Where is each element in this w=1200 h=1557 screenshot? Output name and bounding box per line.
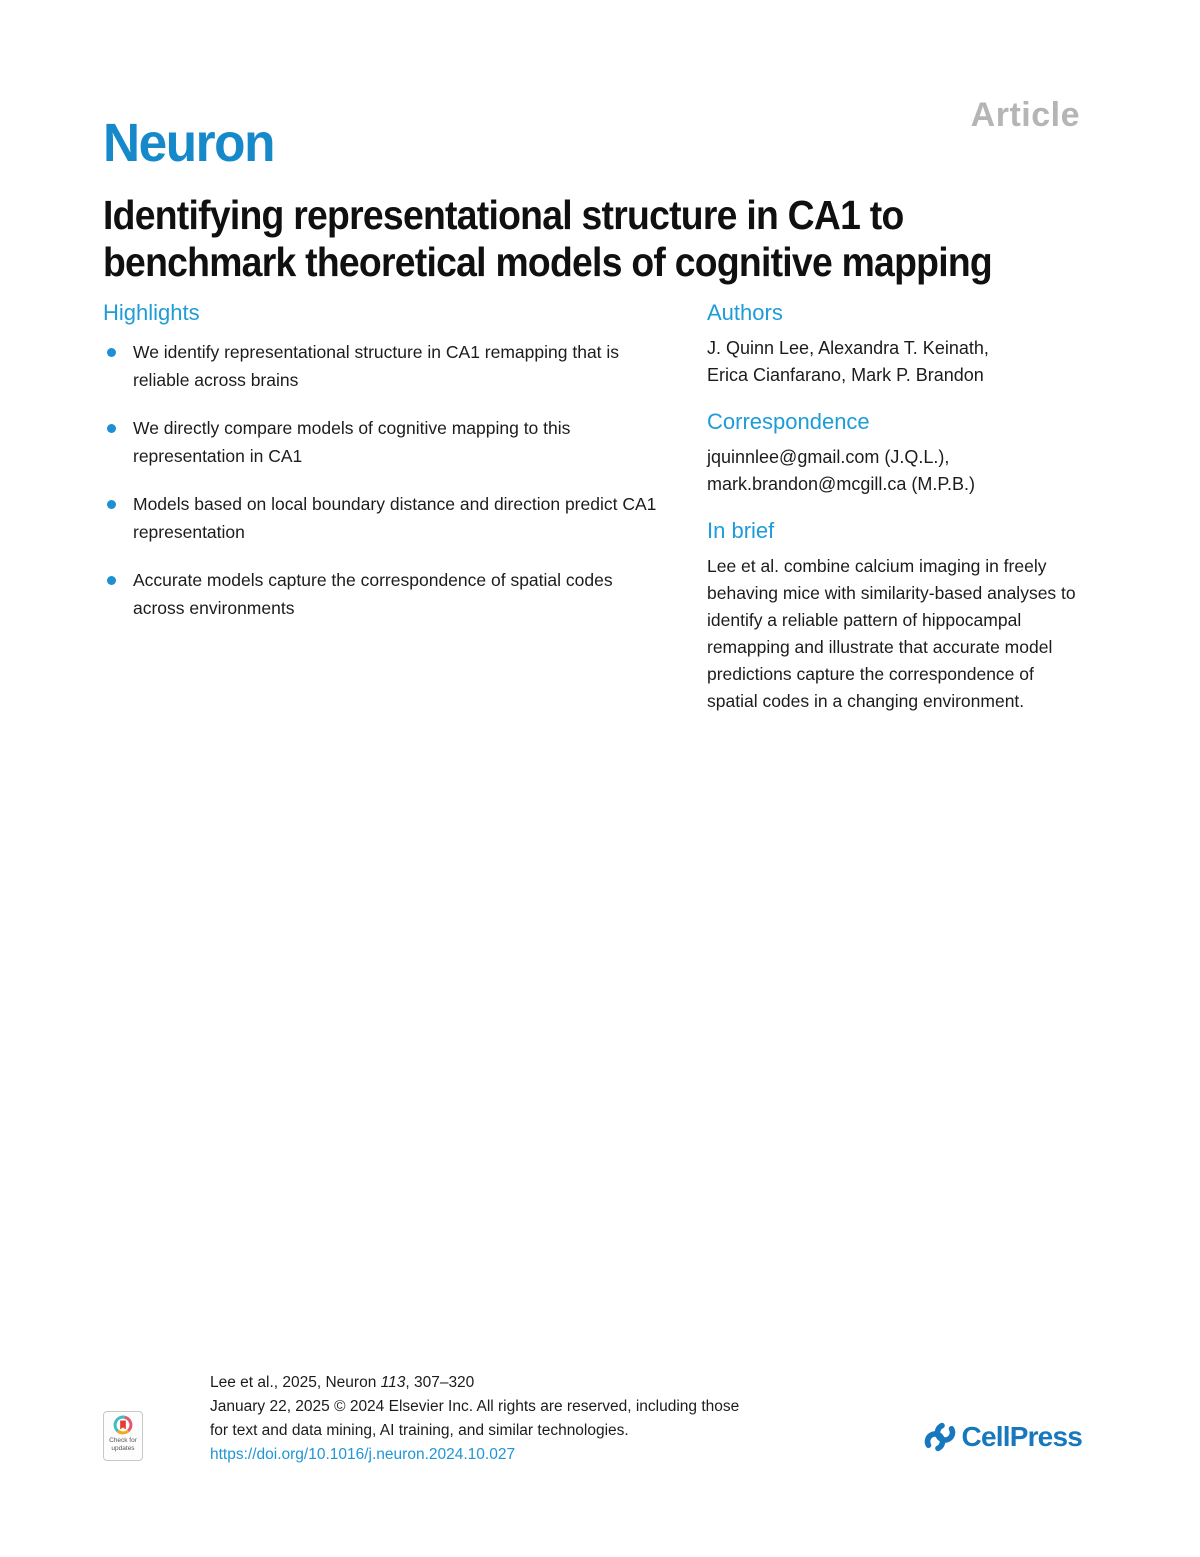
citation-volume: 113 (380, 1374, 406, 1391)
doi-link[interactable]: https://doi.org/10.1016/j.neuron.2024.10.027 (210, 1446, 516, 1463)
highlights-heading: Highlights (103, 300, 200, 325)
highlight-item (103, 490, 665, 546)
neuron-journal-logo: Neuron (103, 113, 274, 173)
author-names-line: J. Quinn Lee, Alexandra T. Keinath, (707, 338, 989, 358)
correspondence-email[interactable]: jquinnlee@gmail.com (J.Q.L.), (707, 447, 950, 467)
copyright-line: January 22, 2025 © 2024 Elsevier Inc. All rights are reserved, including those (210, 1398, 740, 1415)
bullet-icon (107, 348, 116, 357)
copyright-line: for text and data mining, AI training, and similar technologies. (210, 1422, 629, 1439)
cellpress-logo (923, 1420, 1082, 1454)
article-title (103, 192, 1181, 286)
article-type-label: Article (970, 96, 1080, 134)
check-for-updates-label: Check for updates (109, 1437, 137, 1452)
highlights-column (103, 300, 665, 715)
article-title-line1: Identifying representational structure in CA1 to (103, 192, 904, 238)
citation-block (210, 1371, 739, 1467)
cellpress-wordmark: CellPress (961, 1421, 1082, 1452)
authors-heading: Authors (707, 300, 783, 325)
in-brief-heading: In brief (707, 518, 775, 543)
in-brief-text: Lee et al. combine calcium imaging in freely behaving mice with similarity-based analyses to identify a reliable pattern of hippocampal remapping and illustrate that accurate model predictions capture the correspondence of spatial codes in a changing environment. (707, 556, 1076, 711)
info-column (707, 300, 1080, 715)
highlight-text: Models based on local boundary distance and direction predict CA1 representation (133, 494, 657, 542)
correspondence-email[interactable]: mark.brandon@mcgill.ca (M.P.B.) (707, 474, 976, 494)
highlight-text: We identify representational structure in CA1 remapping that is reliable across brains (133, 342, 620, 390)
bullet-icon (107, 576, 116, 585)
citation-line: Lee et al., 2025, Neuron 113, 307–320 (210, 1374, 475, 1391)
bullet-icon (107, 500, 116, 509)
highlight-text: Accurate models capture the correspondence of spatial codes across environments (133, 570, 613, 618)
crossmark-icon (113, 1415, 133, 1435)
highlights-list (103, 338, 665, 622)
check-for-updates-badge[interactable] (103, 1411, 143, 1461)
correspondence-heading: Correspondence (707, 409, 870, 434)
highlight-item (103, 414, 665, 470)
highlight-item (103, 566, 665, 622)
bullet-icon (107, 424, 116, 433)
article-title-line2: benchmark theoretical models of cognitive mapping (103, 239, 992, 285)
cellpress-icon (923, 1420, 957, 1454)
summary-columns (103, 300, 1080, 715)
highlight-text: We directly compare models of cognitive mapping to this representation in CA1 (133, 418, 571, 466)
highlight-item (103, 338, 665, 394)
author-names-line: Erica Cianfarano, Mark P. Brandon (707, 365, 984, 385)
